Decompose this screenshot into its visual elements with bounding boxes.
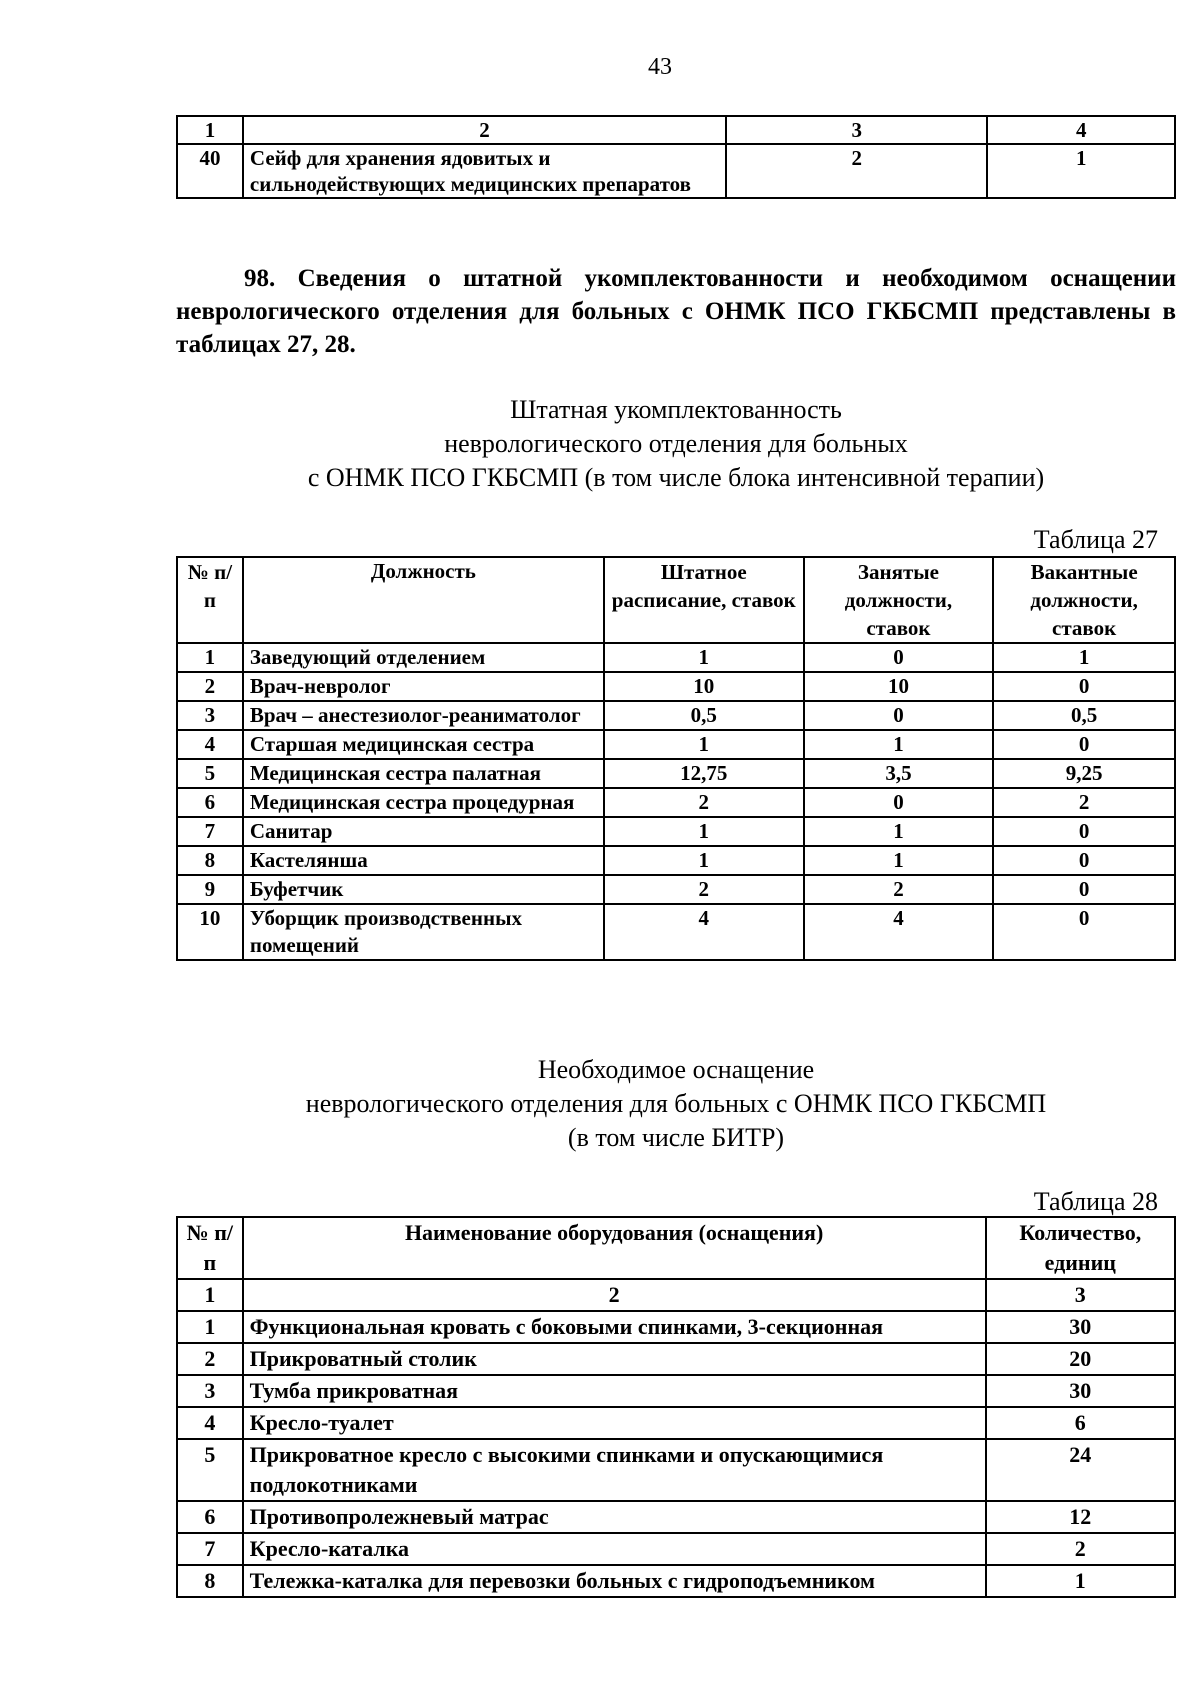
equipment-qty: 30 (986, 1311, 1175, 1343)
table-row (177, 759, 1175, 788)
header-position: Должность (243, 557, 604, 643)
col-number-cell: 1 (177, 116, 243, 144)
position-name: Медицинская сестра палатная (243, 759, 604, 788)
row-number: 5 (177, 759, 243, 788)
occupied-value: 1 (804, 730, 994, 759)
continuation-table (176, 115, 1176, 199)
vacant-value: 0,5 (993, 701, 1175, 730)
table-header-row (177, 116, 1175, 144)
occupied-value: 0 (804, 701, 994, 730)
col-number-cell: 3 (726, 116, 987, 144)
paragraph-98: 98. Сведения о штатной укомплектованности и необходимом оснащении неврологического отделения для больных с ОНМК ПСО ГКБСМП представлены в таблицах 27, 28. (176, 265, 1176, 358)
row-number: 8 (177, 846, 243, 875)
table-row (177, 875, 1175, 904)
equipment-qty: 1 (986, 1565, 1175, 1597)
table-header-row (177, 557, 1175, 643)
page-number: 43 (648, 54, 672, 80)
col-number-cell: 3 (986, 1279, 1175, 1311)
staff-value: 1 (604, 817, 804, 846)
vacant-value: 0 (993, 846, 1175, 875)
vacant-value: 1 (993, 643, 1175, 672)
table28-heading (176, 1053, 1176, 1155)
table-row (177, 904, 1175, 960)
item-name: Сейф для хранения ядовитых и сильнодействующих медицинских препаратов (243, 144, 726, 198)
heading-line: неврологического отделения для больных (444, 429, 908, 458)
table27-caption: Таблица 27 (1033, 525, 1158, 554)
position-name: Медицинская сестра процедурная (243, 788, 604, 817)
equipment-qty: 20 (986, 1343, 1175, 1375)
table-row (177, 730, 1175, 759)
table-row (177, 701, 1175, 730)
position-name: Кастелянша (243, 846, 604, 875)
table28-caption: Таблица 28 (1033, 1187, 1158, 1216)
staff-value: 2 (604, 788, 804, 817)
staff-value: 1 (604, 730, 804, 759)
staff-value: 0,5 (604, 701, 804, 730)
staff-value: 1 (604, 846, 804, 875)
staff-value: 2 (604, 875, 804, 904)
vacant-value: 0 (993, 875, 1175, 904)
row-number: 6 (177, 1501, 243, 1533)
col-number-cell: 4 (987, 116, 1175, 144)
table-row (177, 788, 1175, 817)
position-name: Врач-невролог (243, 672, 604, 701)
table-header-row (177, 1217, 1175, 1279)
row-number: 8 (177, 1565, 243, 1597)
staff-value: 12,75 (604, 759, 804, 788)
staff-value: 10 (604, 672, 804, 701)
row-number: 3 (177, 1375, 243, 1407)
equipment-qty: 6 (986, 1407, 1175, 1439)
equipment-qty: 12 (986, 1501, 1175, 1533)
vacant-value: 0 (993, 817, 1175, 846)
header-num: № п/п (177, 557, 243, 643)
occupied-value: 10 (804, 672, 994, 701)
item-value: 1 (987, 144, 1175, 198)
heading-line: с ОНМК ПСО ГКБСМП (в том числе блока интенсивной терапии) (307, 463, 1045, 492)
equipment-name: Противопролежневый матрас (243, 1501, 986, 1533)
vacant-value: 2 (993, 788, 1175, 817)
table-row (177, 1501, 1175, 1533)
position-name: Буфетчик (243, 875, 604, 904)
staffing-table (176, 556, 1176, 961)
equipment-qty: 30 (986, 1375, 1175, 1407)
occupied-value: 1 (804, 846, 994, 875)
equipment-table (176, 1216, 1176, 1598)
header-staff: Штатное расписание, ставок (604, 557, 804, 643)
occupied-value: 0 (804, 643, 994, 672)
occupied-value: 1 (804, 817, 994, 846)
header-qty: Количество, единиц (986, 1217, 1175, 1279)
position-name: Врач – анестезиолог-реаниматолог (243, 701, 604, 730)
equipment-name: Функциональная кровать с боковыми спинками, 3-секционная (243, 1311, 986, 1343)
occupied-value: 0 (804, 788, 994, 817)
row-number: 10 (177, 904, 243, 960)
staff-value: 4 (604, 904, 804, 960)
row-number: 2 (177, 672, 243, 701)
position-name: Санитар (243, 817, 604, 846)
row-number: 4 (177, 730, 243, 759)
table-row (177, 846, 1175, 875)
row-number: 2 (177, 1343, 243, 1375)
table-row (177, 1343, 1175, 1375)
table-row (177, 817, 1175, 846)
table-row (177, 672, 1175, 701)
col-number-cell: 2 (243, 116, 726, 144)
table-row (177, 1311, 1175, 1343)
equipment-name: Прикроватное кресло с высокими спинками и опускающимися подлокотниками (243, 1439, 986, 1501)
heading-line: Необходимое оснащение (537, 1055, 815, 1084)
equipment-name: Тележка-каталка для перевозки больных с гидроподъемником (243, 1565, 986, 1597)
occupied-value: 4 (804, 904, 994, 960)
vacant-value: 0 (993, 672, 1175, 701)
vacant-value: 0 (993, 904, 1175, 960)
row-number: 6 (177, 788, 243, 817)
heading-line: неврологического отделения для больных с ОНМК ПСО ГКБСМП (305, 1089, 1047, 1118)
header-name: Наименование оборудования (оснащения) (243, 1217, 986, 1279)
row-number: 7 (177, 1533, 243, 1565)
row-number: 5 (177, 1439, 243, 1501)
column-number-row (177, 1279, 1175, 1311)
table-row (177, 1565, 1175, 1597)
row-number: 9 (177, 875, 243, 904)
occupied-value: 3,5 (804, 759, 994, 788)
position-name: Старшая медицинская сестра (243, 730, 604, 759)
table-row (177, 1375, 1175, 1407)
table-row (177, 1533, 1175, 1565)
position-name: Уборщик производственных помещений (243, 904, 604, 960)
col-number-cell: 2 (243, 1279, 986, 1311)
equipment-name: Кресло-каталка (243, 1533, 986, 1565)
row-number: 1 (177, 643, 243, 672)
equipment-qty: 2 (986, 1533, 1175, 1565)
occupied-value: 2 (804, 875, 994, 904)
header-occupied: Занятые должности, ставок (804, 557, 994, 643)
equipment-name: Прикроватный столик (243, 1343, 986, 1375)
staff-value: 1 (604, 643, 804, 672)
vacant-value: 9,25 (993, 759, 1175, 788)
row-number: 1 (177, 1311, 243, 1343)
col-number-cell: 1 (177, 1279, 243, 1311)
equipment-name: Тумба прикроватная (243, 1375, 986, 1407)
row-number: 4 (177, 1407, 243, 1439)
table-row (177, 1407, 1175, 1439)
equipment-name: Кресло-туалет (243, 1407, 986, 1439)
row-number: 40 (177, 144, 243, 198)
table-row (177, 643, 1175, 672)
table-row (177, 144, 1175, 198)
heading-line: (в том числе БИТР) (567, 1123, 785, 1152)
table-row (177, 1439, 1175, 1501)
header-vacant: Вакантные должности, ставок (993, 557, 1175, 643)
table27-heading (176, 393, 1176, 495)
equipment-qty: 24 (986, 1439, 1175, 1501)
position-name: Заведующий отделением (243, 643, 604, 672)
heading-line: Штатная укомплектованность (510, 395, 842, 424)
item-value: 2 (726, 144, 987, 198)
header-num: № п/п (177, 1217, 243, 1279)
row-number: 3 (177, 701, 243, 730)
row-number: 7 (177, 817, 243, 846)
vacant-value: 0 (993, 730, 1175, 759)
